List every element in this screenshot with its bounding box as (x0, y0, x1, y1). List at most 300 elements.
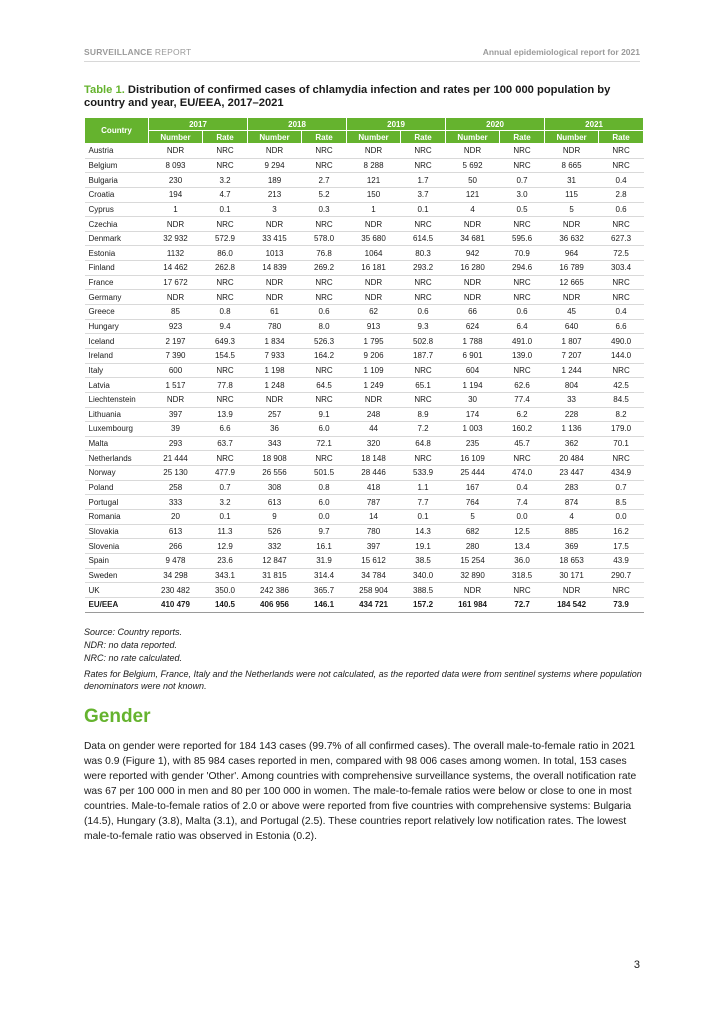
rate-cell: 139.0 (500, 348, 545, 363)
nrc-note: NRC: no rate calculated. (84, 653, 183, 663)
number-cell: 9 478 (149, 553, 203, 568)
country-cell: Finland (85, 261, 149, 276)
number-cell: NDR (347, 217, 401, 232)
rate-cell: 0.7 (500, 173, 545, 188)
column-header-rate: Rate (203, 131, 248, 144)
number-cell: 26 556 (248, 466, 302, 481)
number-cell: NDR (446, 583, 500, 598)
number-cell: 293 (149, 436, 203, 451)
report-series-label: SURVEILLANCE REPORT (84, 47, 192, 57)
rate-cell: NRC (500, 451, 545, 466)
rate-cell: 3.2 (203, 173, 248, 188)
table-row (85, 290, 644, 305)
column-header-year: 2020 (446, 118, 545, 131)
rate-cell: 318.5 (500, 568, 545, 583)
rate-cell: 0.4 (500, 480, 545, 495)
table-row (85, 451, 644, 466)
number-cell: 1 (149, 202, 203, 217)
number-cell: 115 (545, 187, 599, 202)
number-cell: 320 (347, 436, 401, 451)
country-cell: Poland (85, 480, 149, 495)
page-number: 3 (633, 959, 640, 971)
rate-cell: 6.6 (203, 422, 248, 437)
rate-cell: NRC (302, 275, 347, 290)
number-cell: NDR (248, 217, 302, 232)
number-cell: 283 (545, 480, 599, 495)
number-cell: 30 (446, 392, 500, 407)
rate-cell: 9.1 (302, 407, 347, 422)
number-cell: 1132 (149, 246, 203, 261)
number-cell: 30 171 (545, 568, 599, 583)
country-cell: Ireland (85, 348, 149, 363)
rate-cell: NRC (203, 158, 248, 173)
table-row (85, 217, 644, 232)
rate-cell: 6.6 (599, 319, 644, 334)
number-cell: 640 (545, 319, 599, 334)
table-row (85, 187, 644, 202)
rate-cell: NRC (500, 290, 545, 305)
number-cell: 874 (545, 495, 599, 510)
rate-cell: 70.1 (599, 436, 644, 451)
number-cell: NDR (545, 144, 599, 159)
rate-cell: 350.0 (203, 583, 248, 598)
rate-cell: NRC (500, 158, 545, 173)
rate-cell: 303.4 (599, 261, 644, 276)
column-header-number: Number (446, 131, 500, 144)
rate-cell: 0.7 (203, 480, 248, 495)
rate-cell: NRC (302, 158, 347, 173)
number-cell: 369 (545, 539, 599, 554)
rate-cell: 12.9 (203, 539, 248, 554)
table-row (85, 319, 644, 334)
rate-cell: 42.5 (599, 378, 644, 393)
table-row (85, 422, 644, 437)
rate-cell: NRC (203, 144, 248, 159)
number-cell: 33 415 (248, 231, 302, 246)
number-cell: 121 (446, 187, 500, 202)
rate-cell: 0.6 (401, 305, 446, 320)
column-header-year: 2019 (347, 118, 446, 131)
number-cell: 613 (149, 524, 203, 539)
number-cell: 34 784 (347, 568, 401, 583)
rate-cell: 62.6 (500, 378, 545, 393)
number-cell: 33 (545, 392, 599, 407)
rate-cell: NRC (203, 275, 248, 290)
number-cell: 248 (347, 407, 401, 422)
total-rate-cell: 72.7 (500, 597, 545, 612)
rate-cell: NRC (401, 275, 446, 290)
number-cell: 613 (248, 495, 302, 510)
number-cell: NDR (248, 144, 302, 159)
country-cell: Luxembourg (85, 422, 149, 437)
number-cell: 1 003 (446, 422, 500, 437)
rate-cell: NRC (401, 363, 446, 378)
rate-cell: 6.2 (500, 407, 545, 422)
gender-paragraph: Data on gender were reported for 184 143 cases (99.7% of all confirmed cases). The overall male-to-female ratio in 2021 was 0.9 (Figure 1), with 85 984 cases reported in men, compared with 98 006 cases among women. In total, 153 cases were reported with gender 'Other'. Among countries with comprehensive surveillance systems, the overall notification rate was 67 per 100 000 in men and 80 per 100 000 in women. The male-to-female ratios were below or close to one in most countries. Male-to-female ratios of 2.0 or above were reported from five countries with comprehensive systems: Bulgaria (14.5), Hungary (3.8), Malta (3.1), and Portugal (2.5). These countries report relatively low notification rates. The lowest male-to-female ratio was observed in Estonia (0.2). (84, 741, 637, 842)
rate-cell: 80.3 (401, 246, 446, 261)
country-cell: Romania (85, 510, 149, 525)
number-cell: 32 932 (149, 231, 203, 246)
rate-cell: NRC (401, 217, 446, 232)
rate-cell: 477.9 (203, 466, 248, 481)
rate-cell: 45.7 (500, 436, 545, 451)
number-cell: 397 (149, 407, 203, 422)
table-row (85, 202, 644, 217)
number-cell: 31 (545, 173, 599, 188)
number-cell: 258 (149, 480, 203, 495)
column-header-country: Country (85, 118, 149, 144)
rate-cell: 533.9 (401, 466, 446, 481)
number-cell: 230 482 (149, 583, 203, 598)
rate-cell: 7.2 (401, 422, 446, 437)
rate-cell: 9.4 (203, 319, 248, 334)
total-rate-cell: 146.1 (302, 597, 347, 612)
table-row (85, 436, 644, 451)
rate-cell: 340.0 (401, 568, 446, 583)
rate-cell: 614.5 (401, 231, 446, 246)
number-cell: 624 (446, 319, 500, 334)
number-cell: 235 (446, 436, 500, 451)
rate-cell: 0.1 (401, 202, 446, 217)
number-cell: 9 294 (248, 158, 302, 173)
rate-cell: 0.4 (599, 173, 644, 188)
number-cell: 16 109 (446, 451, 500, 466)
number-cell: 4 (446, 202, 500, 217)
number-cell: 333 (149, 495, 203, 510)
rate-cell: 0.0 (599, 510, 644, 525)
table-row (85, 539, 644, 554)
table-row (85, 348, 644, 363)
number-cell: 16 789 (545, 261, 599, 276)
rate-cell: 77.4 (500, 392, 545, 407)
country-cell: Italy (85, 363, 149, 378)
country-cell: Denmark (85, 231, 149, 246)
rate-cell: 0.5 (500, 202, 545, 217)
rate-cell: 269.2 (302, 261, 347, 276)
country-cell: Austria (85, 144, 149, 159)
rate-cell: 365.7 (302, 583, 347, 598)
number-cell: NDR (248, 275, 302, 290)
report-title: Annual epidemiological report for 2021 (482, 47, 640, 57)
country-cell: Sweden (85, 568, 149, 583)
rate-cell: 36.0 (500, 553, 545, 568)
rate-cell: 38.5 (401, 553, 446, 568)
rate-cell: 501.5 (302, 466, 347, 481)
country-cell: Czechia (85, 217, 149, 232)
rate-cell: 290.7 (599, 568, 644, 583)
number-cell: 23 447 (545, 466, 599, 481)
rate-cell: 64.8 (401, 436, 446, 451)
table-row (85, 407, 644, 422)
rate-cell: 63.7 (203, 436, 248, 451)
table-row (85, 144, 644, 159)
rate-cell: 0.8 (203, 305, 248, 320)
rate-cell: NRC (203, 217, 248, 232)
rate-cell: 5.2 (302, 187, 347, 202)
number-cell: 343 (248, 436, 302, 451)
rate-cell: NRC (401, 144, 446, 159)
rate-cell: NRC (203, 363, 248, 378)
source-note: Source: Country reports. (84, 627, 183, 637)
column-header-number: Number (149, 131, 203, 144)
rate-cell: NRC (302, 363, 347, 378)
rate-cell: NRC (599, 451, 644, 466)
number-cell: 15 612 (347, 553, 401, 568)
rate-cell: 7.7 (401, 495, 446, 510)
rate-cell: 6.4 (500, 319, 545, 334)
number-cell: NDR (545, 217, 599, 232)
rate-cell: NRC (302, 290, 347, 305)
number-cell: 804 (545, 378, 599, 393)
country-cell: Netherlands (85, 451, 149, 466)
rate-cell: 23.6 (203, 553, 248, 568)
country-cell: Cyprus (85, 202, 149, 217)
rate-cell: 578.0 (302, 231, 347, 246)
number-cell: 332 (248, 539, 302, 554)
rate-cell: 72.5 (599, 246, 644, 261)
country-cell: Greece (85, 305, 149, 320)
number-cell: 61 (248, 305, 302, 320)
number-cell: 36 (248, 422, 302, 437)
number-cell: NDR (149, 217, 203, 232)
rate-cell: 434.9 (599, 466, 644, 481)
number-cell: 5 692 (446, 158, 500, 173)
rate-cell: 11.3 (203, 524, 248, 539)
table-row (85, 261, 644, 276)
rate-cell: 8.2 (599, 407, 644, 422)
rate-cell: 9.7 (302, 524, 347, 539)
number-cell: 15 254 (446, 553, 500, 568)
country-cell: Malta (85, 436, 149, 451)
rate-cell: NRC (302, 392, 347, 407)
number-cell: 1 795 (347, 334, 401, 349)
number-cell: 34 298 (149, 568, 203, 583)
table-row (85, 363, 644, 378)
rates-note: Rates for Belgium, France, Italy and the Netherlands were not calculated, as the reported data were from sentinel systems where population denominators were not known. (84, 669, 642, 691)
table-caption (84, 84, 644, 110)
number-cell: 604 (446, 363, 500, 378)
rate-cell: NRC (500, 363, 545, 378)
total-rate-cell: 157.2 (401, 597, 446, 612)
number-cell: 194 (149, 187, 203, 202)
table-row (85, 568, 644, 583)
number-cell: 1 244 (545, 363, 599, 378)
number-cell: 1 (347, 202, 401, 217)
number-cell: 1 194 (446, 378, 500, 393)
number-cell: 16 181 (347, 261, 401, 276)
rate-cell: NRC (203, 451, 248, 466)
rate-cell: 160.2 (500, 422, 545, 437)
rate-cell: 595.6 (500, 231, 545, 246)
number-cell: 1 517 (149, 378, 203, 393)
country-cell: Hungary (85, 319, 149, 334)
number-cell: 1 788 (446, 334, 500, 349)
rate-cell: NRC (500, 275, 545, 290)
rate-cell: 0.6 (599, 202, 644, 217)
rate-cell: NRC (599, 363, 644, 378)
column-header-number: Number (545, 131, 599, 144)
number-cell: 12 847 (248, 553, 302, 568)
country-cell: Spain (85, 553, 149, 568)
number-cell: NDR (347, 392, 401, 407)
table-row (85, 495, 644, 510)
number-cell: 1 109 (347, 363, 401, 378)
number-cell: 1 136 (545, 422, 599, 437)
number-cell: NDR (248, 290, 302, 305)
rate-cell: 502.8 (401, 334, 446, 349)
rate-cell: 77.8 (203, 378, 248, 393)
rate-cell: NRC (401, 451, 446, 466)
rate-cell: 13.9 (203, 407, 248, 422)
number-cell: 780 (248, 319, 302, 334)
country-cell: Portugal (85, 495, 149, 510)
number-cell: NDR (545, 290, 599, 305)
table-row (85, 231, 644, 246)
number-cell: 258 904 (347, 583, 401, 598)
number-cell: 787 (347, 495, 401, 510)
rate-cell: NRC (302, 144, 347, 159)
column-header-number: Number (347, 131, 401, 144)
total-number-cell: 434 721 (347, 597, 401, 612)
rate-cell: NRC (599, 217, 644, 232)
rate-cell: NRC (203, 392, 248, 407)
rate-cell: NRC (599, 144, 644, 159)
rate-cell: 16.1 (302, 539, 347, 554)
number-cell: 9 (248, 510, 302, 525)
number-cell: 885 (545, 524, 599, 539)
total-rate-cell: 140.5 (203, 597, 248, 612)
number-cell: 121 (347, 173, 401, 188)
country-cell: Iceland (85, 334, 149, 349)
number-cell: 28 446 (347, 466, 401, 481)
rate-cell: 154.5 (203, 348, 248, 363)
number-cell: 66 (446, 305, 500, 320)
rate-cell: 3.0 (500, 187, 545, 202)
rate-cell: 144.0 (599, 348, 644, 363)
number-cell: 8 288 (347, 158, 401, 173)
number-cell: 780 (347, 524, 401, 539)
number-cell: 242 386 (248, 583, 302, 598)
rate-cell: 0.4 (599, 305, 644, 320)
rate-cell: 43.9 (599, 553, 644, 568)
number-cell: 1 834 (248, 334, 302, 349)
rate-cell: 4.7 (203, 187, 248, 202)
number-cell: 764 (446, 495, 500, 510)
number-cell: NDR (446, 290, 500, 305)
number-cell: 20 484 (545, 451, 599, 466)
table-label: Table 1. (84, 84, 125, 96)
column-header-rate: Rate (500, 131, 545, 144)
column-header-year: 2018 (248, 118, 347, 131)
table-row (85, 466, 644, 481)
rate-cell: 0.1 (203, 510, 248, 525)
number-cell: 308 (248, 480, 302, 495)
number-cell: 7 933 (248, 348, 302, 363)
country-cell: Slovakia (85, 524, 149, 539)
table-row (85, 305, 644, 320)
rate-cell: NRC (599, 583, 644, 598)
country-cell: Latvia (85, 378, 149, 393)
number-cell: 18 908 (248, 451, 302, 466)
country-cell: Germany (85, 290, 149, 305)
number-cell: 280 (446, 539, 500, 554)
table-row (85, 392, 644, 407)
number-cell: 6 901 (446, 348, 500, 363)
rate-cell: 8.0 (302, 319, 347, 334)
rate-cell: 9.3 (401, 319, 446, 334)
total-number-cell: 161 984 (446, 597, 500, 612)
rate-cell: 474.0 (500, 466, 545, 481)
rate-cell: 179.0 (599, 422, 644, 437)
number-cell: 35 680 (347, 231, 401, 246)
rate-cell: NRC (599, 275, 644, 290)
number-cell: NDR (149, 144, 203, 159)
table-row (85, 158, 644, 173)
rate-cell: 0.3 (302, 202, 347, 217)
number-cell: NDR (149, 392, 203, 407)
table-row (85, 378, 644, 393)
rate-cell: 388.5 (401, 583, 446, 598)
country-cell: Bulgaria (85, 173, 149, 188)
number-cell: 36 632 (545, 231, 599, 246)
rate-cell: 627.3 (599, 231, 644, 246)
rate-cell: 0.6 (500, 305, 545, 320)
number-cell: 913 (347, 319, 401, 334)
table-row (85, 246, 644, 261)
number-cell: 600 (149, 363, 203, 378)
rate-cell: 0.7 (599, 480, 644, 495)
table-caption-text: Distribution of confirmed cases of chlamydia infection and rates per 100 000 population by country and year, EU/EEA, 2017–2021 (84, 84, 611, 109)
number-cell: 189 (248, 173, 302, 188)
country-cell: Liechtenstein (85, 392, 149, 407)
rate-cell: 294.6 (500, 261, 545, 276)
number-cell: 228 (545, 407, 599, 422)
rate-cell: 6.0 (302, 495, 347, 510)
country-cell: Slovenia (85, 539, 149, 554)
rate-cell: 0.0 (302, 510, 347, 525)
number-cell: 213 (248, 187, 302, 202)
rate-cell: 314.4 (302, 568, 347, 583)
country-cell: Belgium (85, 158, 149, 173)
number-cell: 16 280 (446, 261, 500, 276)
rate-cell: 0.0 (500, 510, 545, 525)
rate-cell: 72.1 (302, 436, 347, 451)
number-cell: NDR (248, 392, 302, 407)
number-cell: 1064 (347, 246, 401, 261)
number-cell: 923 (149, 319, 203, 334)
number-cell: NDR (347, 144, 401, 159)
rate-cell: 0.8 (302, 480, 347, 495)
rate-cell: 0.1 (203, 202, 248, 217)
rate-cell: NRC (599, 158, 644, 173)
rate-cell: NRC (500, 217, 545, 232)
rate-cell: 293.2 (401, 261, 446, 276)
rate-cell: 343.1 (203, 568, 248, 583)
rate-cell: 2.7 (302, 173, 347, 188)
table-row (85, 480, 644, 495)
number-cell: 682 (446, 524, 500, 539)
column-header-rate: Rate (599, 131, 644, 144)
total-row (85, 597, 644, 612)
page-header (84, 47, 640, 62)
total-label-cell: EU/EEA (85, 597, 149, 612)
number-cell: 32 890 (446, 568, 500, 583)
number-cell: 167 (446, 480, 500, 495)
number-cell: 942 (446, 246, 500, 261)
country-cell: Croatia (85, 187, 149, 202)
rate-cell: NRC (401, 290, 446, 305)
rate-cell: NRC (302, 217, 347, 232)
